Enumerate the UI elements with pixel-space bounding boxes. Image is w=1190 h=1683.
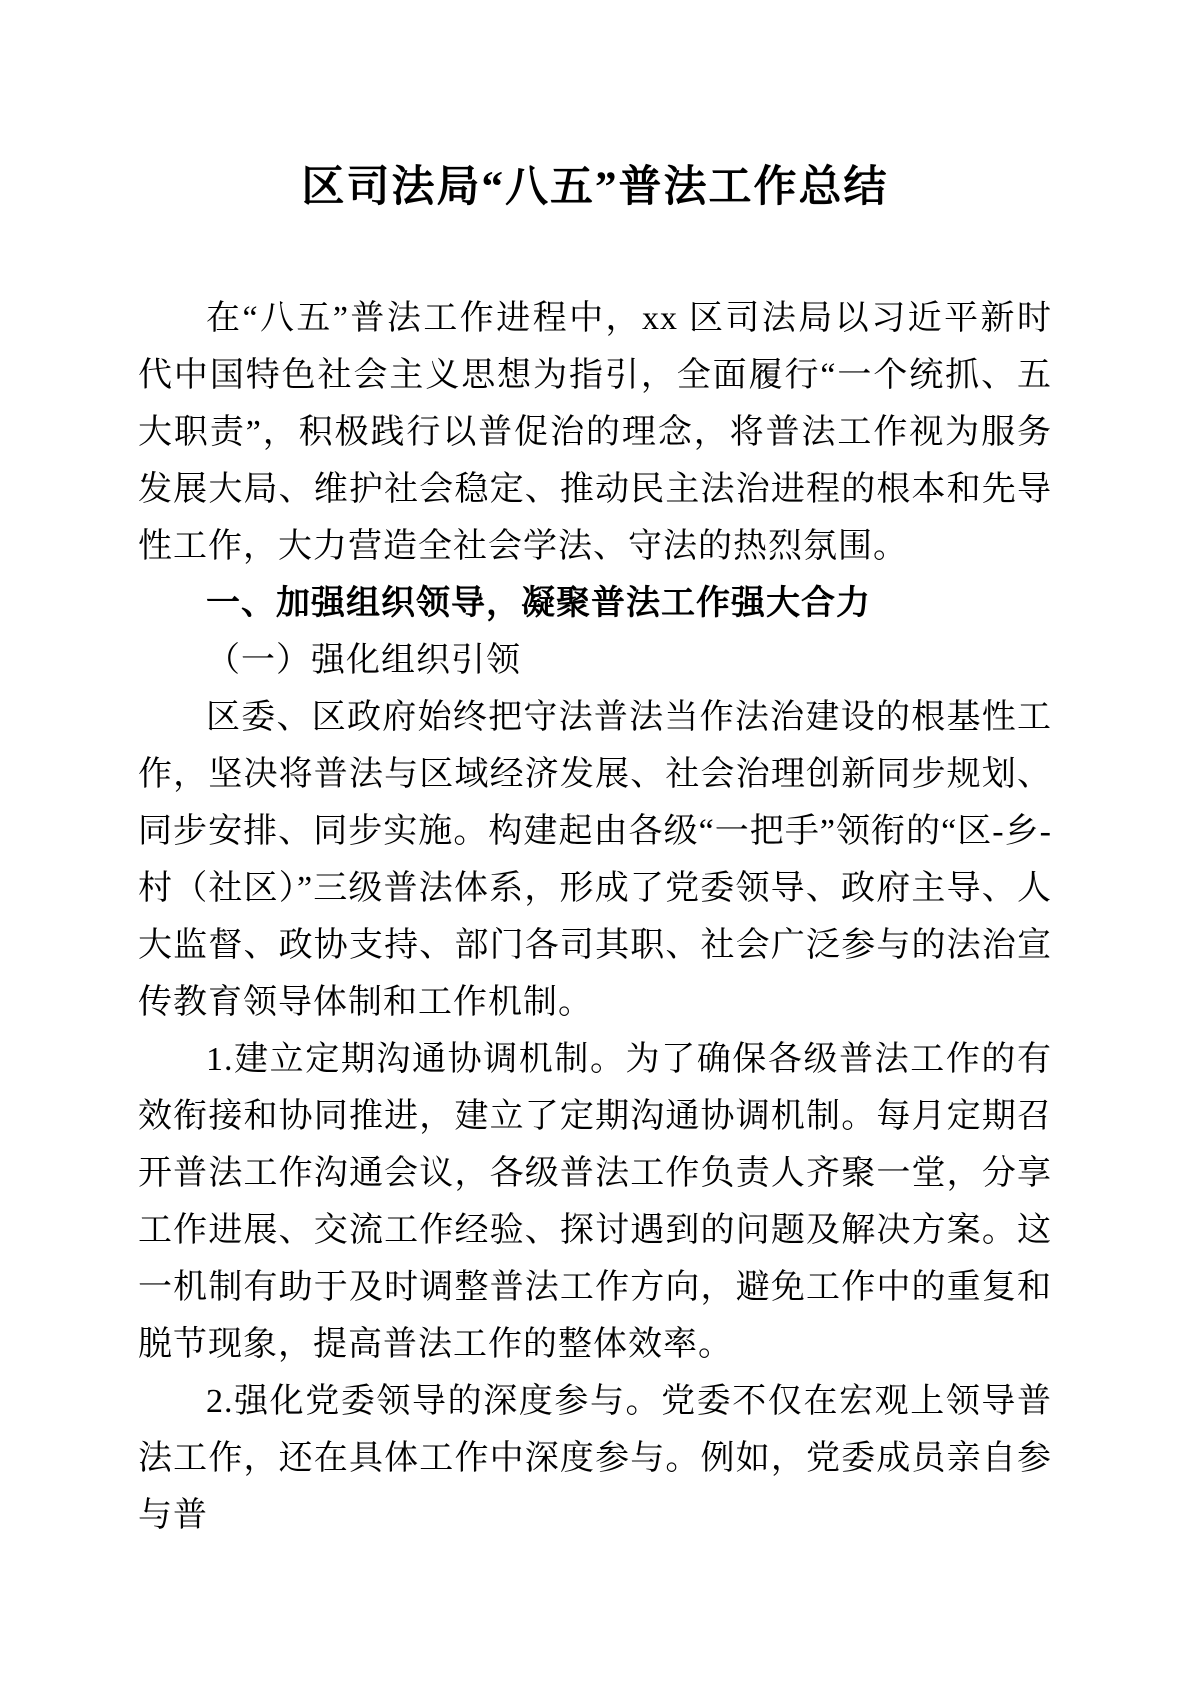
section-heading-1: 一、加强组织领导，凝聚普法工作强大合力 bbox=[206, 584, 871, 622]
subsection-heading-1-1: （一）强化组织引领 bbox=[206, 642, 521, 679]
paragraph-item-1: 1.建立定期沟通协调机制。为了确保各级普法工作的有效衔接和协同推进，建立了定期沟通协调机制。每月定期召开普法工作沟通会议，各级普法工作负责人齐聚一堂，分享工作进展、交流工作经验、探讨遇到的问题及解决方案。这一机制有助于及时调整普法工作方向，避免工作中的重复和脱节现象，提高普法工作的整体效率。 bbox=[138, 1041, 1052, 1363]
document-content bbox=[138, 0, 1052, 1544]
paragraph-organization: 区委、区政府始终把守法普法当作法治建设的根基性工作，坚决将普法与区域经济发展、社会治理创新同步规划、同步安排、同步实施。构建起由各级“一把手”领衔的“区-乡-村（社区）”三级普法体系，形成了党委领导、政府主导、人大监督、政协支持、部门各司其职、社会广泛参与的法治宣传教育领导体制和工作机制。 bbox=[138, 699, 1052, 1021]
document-title: 区司法局“八五”普法工作总结 bbox=[301, 164, 889, 211]
paragraph-intro: 在“八五”普法工作进程中，xx 区司法局以习近平新时代中国特色社会主义思想为指引，全面履行“一个统抓、五大职责”，积极践行以普促治的理念，将普法工作视为服务发展大局、维护社会稳定、推动民主法治进程的根本和先导性工作，大力营造全社会学法、守法的热烈氛围。 bbox=[138, 300, 1052, 565]
paragraph-item-2: 2.强化党委领导的深度参与。党委不仅在宏观上领导普法工作，还在具体工作中深度参与。例如，党委成员亲自参与普 bbox=[138, 1383, 1052, 1534]
